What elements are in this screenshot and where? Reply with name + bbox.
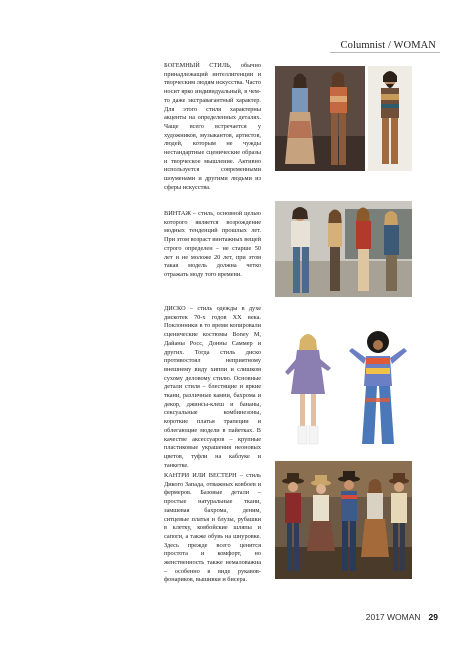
page-number: 29 (428, 612, 438, 622)
article-country: КАНТРИ ИЛИ ВЕСТЕРН – стиль Дикого Запада, отважных ковбоев и фермеров. Базовые детали – простые натуральные ткани, замшевая бахрома, деним, ситцевые платья и блузы, рубашки в клетку, ковбойские шляпы и сапоги, а также обувь на шнуровке. Здесь прежде всего ценится простота и комфорт, но женственность также немаловажна – особенно в виде рукавов-фонариков, вышивки и бисера. (164, 472, 261, 584)
page-footer (366, 612, 438, 622)
disco-woman-photo (275, 328, 341, 452)
article-vintage: ВИНТАЖ – стиль, основной целью которого является возрождение модных тенденций прошлых лет. При этом возраст винтажных вещей строго определен – не старше 50 лет и не моложе 20 лет, при этом такая модель должна четко отражать моду того времени. (164, 210, 261, 278)
header-separator: / (385, 40, 394, 51)
article-disco: ДИСКО – стиль одежды в духе дискотек 70-х годов XX века. Поклонники в то время копировали сценические костюмы Boney M, Дайаны Росс, Донны Саммер и других. Тогда стиль диско противостоял неприятному внешнему виду хиппи и слишком сухому деловому стилю. Основные детали стиля – блестящие и яркие ткани, различные камни, бахрома и декор, джинсы-клеш и бананы, сексуальные комбинезоны, короткие платья трапеции и облегающие модели в пайетках. В качестве аксессуаров – крупные пластиковые украшения неоновых цветов, туфли на каблуке и танкетке. (164, 305, 261, 469)
country-western-photo (275, 461, 412, 579)
footer-issue: 2017 WOMAN (365, 612, 421, 622)
magazine-brand: WOMAN (393, 40, 436, 51)
section-label: Columnist (340, 40, 386, 51)
boho-runway-photo (275, 66, 365, 171)
header-rule (330, 52, 440, 53)
vintage-group-photo (275, 201, 412, 297)
running-header (341, 40, 436, 51)
boho-male-photo (368, 66, 412, 171)
disco-man-photo (344, 328, 412, 452)
article-boho: БОГЕМНЫЙ СТИЛЬ, обычно принадлежащий интеллигенции и творческим людям искусства. Часто носит ярко индивидуальный, в чем-то даже экстравагантный характер. Для этого стиля характерны акценты на определенных деталях. Чаще всего встречается у художников, музыкантов, артистов, людей, которым не чужды нестандартные сценические образы и творческое мышление. Активно используется современными шоуменами и другими людьми из сферы искусства. (164, 62, 261, 191)
